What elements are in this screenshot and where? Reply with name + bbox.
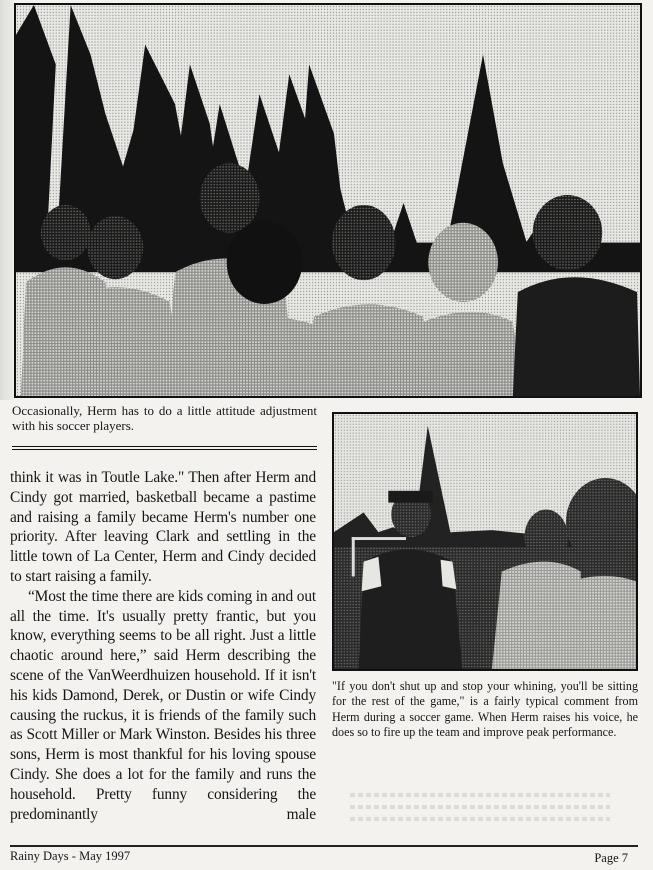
- reverse-page-bleed-through: [350, 785, 610, 829]
- photo-caption-top: Occasionally, Herm has to do a little attitude adjustment with his soccer players.: [12, 403, 317, 433]
- photo-team-huddle: [14, 3, 642, 398]
- section-divider: [12, 446, 317, 450]
- photo-caption-right: "If you don't shut up and stop your whining, you'll be sitting for the rest of the game," is a fairly typical comment from Herm during a soccer game. When Herm raises his voice, he does so to fire up the team and improve peak performance.: [332, 679, 638, 740]
- page-binding-edge: [0, 0, 14, 400]
- footer-publication: Rainy Days - May 1997: [10, 849, 131, 863]
- coach-field-image: [334, 414, 636, 669]
- footer-page-number: Page 7: [594, 851, 628, 865]
- photo-coach-field: [332, 412, 638, 671]
- article-paragraph: “Most the time there are kids coming in and out all the time. It's usually pretty frantic, but you know, everything seems to be all right. Just a little chaotic around here,” said Herm describing the scene of the VanWeerdhuizen household. If it isn't his kids Damond, Derek, or Dustin or wife Cindy causing the ruckus, it is friends of the family such as Scott Miller or Mark Winston. Besides his three sons, Herm is most thankful for his loving spouse Cindy. She does a lot for the family and runs the household. Pretty funny considering the predominantly male: [10, 587, 316, 823]
- article-paragraph: think it was in Toutle Lake." Then after Herm and Cindy got married, basketball became a pastime and raising a family became Herm's number one priority. After leaving Clark and settling in the little town of La Center, Herm and Cindy decided to start raising a family.: [10, 469, 316, 585]
- team-huddle-image: [16, 5, 640, 396]
- article-body: [10, 468, 316, 824]
- footer-rule: [10, 845, 638, 847]
